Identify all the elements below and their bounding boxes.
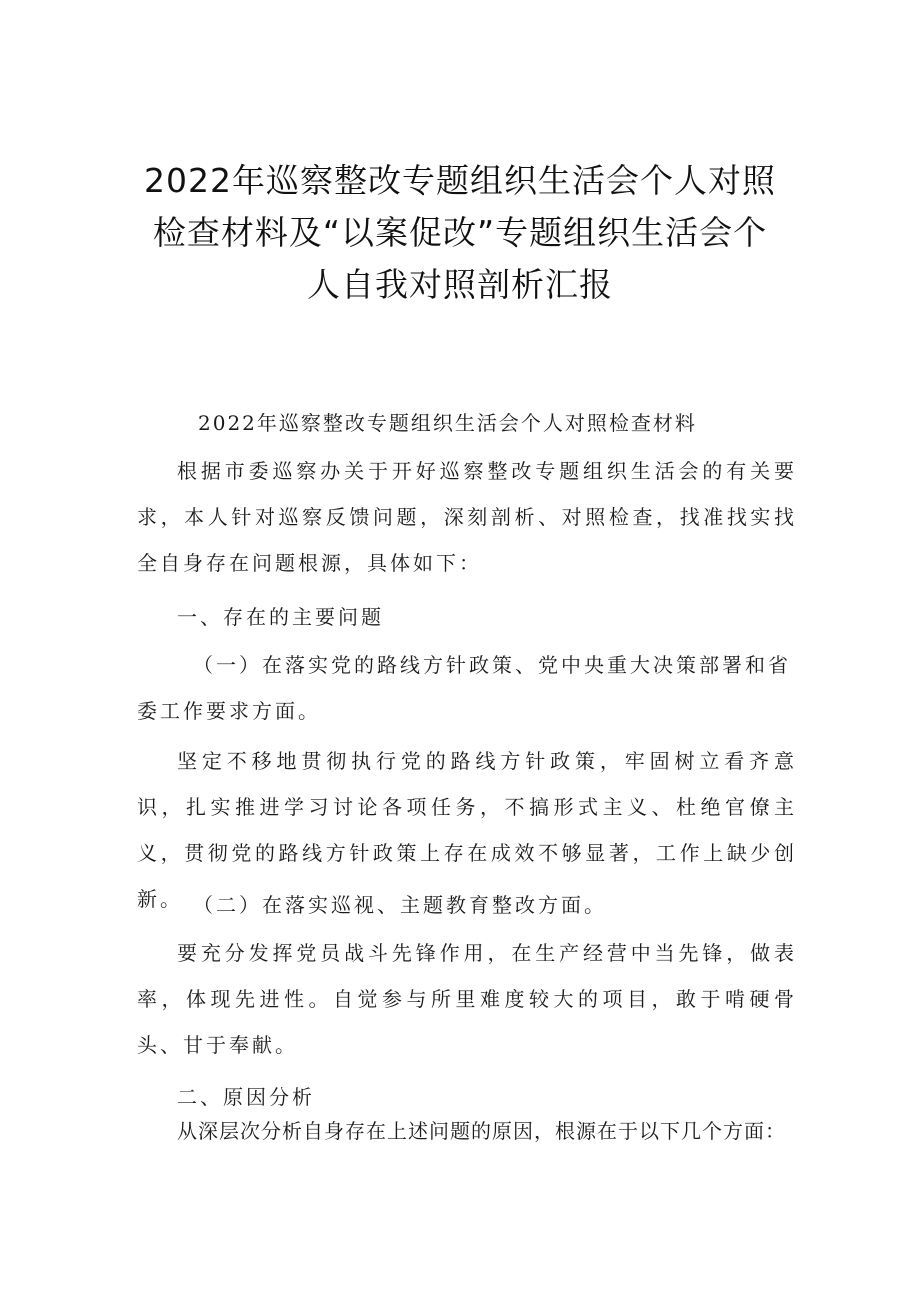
title-line-1: 2022年巡察整改专题组织生活会个人对照	[144, 161, 776, 200]
section-1-sub-1-heading: （一）在落实党的路线方针政策、党中央重大决策部署和省委工作要求方面。	[137, 653, 791, 723]
section-1-heading-block	[137, 594, 797, 640]
document-title	[120, 155, 800, 311]
section-1-heading: 一、存在的主要问题	[177, 605, 384, 629]
title-line-3: 人自我对照剖析汇报	[307, 265, 613, 304]
section-1-sub-2-block	[137, 930, 797, 1068]
section-1-sub-1-paragraph: 坚定不移地贯彻执行党的路线方针政策，牢固树立看齐意识，扎实推进学习讨论各项任务，不搞形式主义、杜绝官僚主义，贯彻党的路线方针政策上存在成效不够显著，工作上缺少创新。	[137, 749, 797, 911]
section-1-sub-2-paragraph: 要充分发挥党员战斗先锋作用，在生产经营中当先锋，做表率，体现先进性。自觉参与所里难度较大的项目，敢于啃硬骨头、甘于奉献。	[137, 941, 797, 1057]
document-subtitle: 2022年巡察整改专题组织生活会个人对照检查材料	[198, 411, 697, 435]
section-2-block	[137, 1112, 797, 1150]
section-2-paragraph: 从深层次分析自身存在上述问题的原因，根源在于以下几个方面：	[177, 1119, 786, 1143]
section-2-heading: 二、原因分析	[177, 1085, 315, 1109]
intro-block	[137, 448, 797, 586]
section-1-sub-2-heading: （二）在落实巡视、主题教育整改方面。	[193, 893, 607, 917]
title-line-2: 检查材料及“以案促改”专题组织生活会个	[152, 213, 768, 252]
intro-paragraph: 根据市委巡察办关于开好巡察整改专题组织生活会的有关要求，本人针对巡察反馈问题，深刻剖析、对照检查，找准找实找全自身存在问题根源，具体如下：	[137, 459, 797, 575]
section-1-sub-1-heading-block	[137, 642, 797, 734]
section-1-sub-2-heading-block	[137, 882, 797, 928]
